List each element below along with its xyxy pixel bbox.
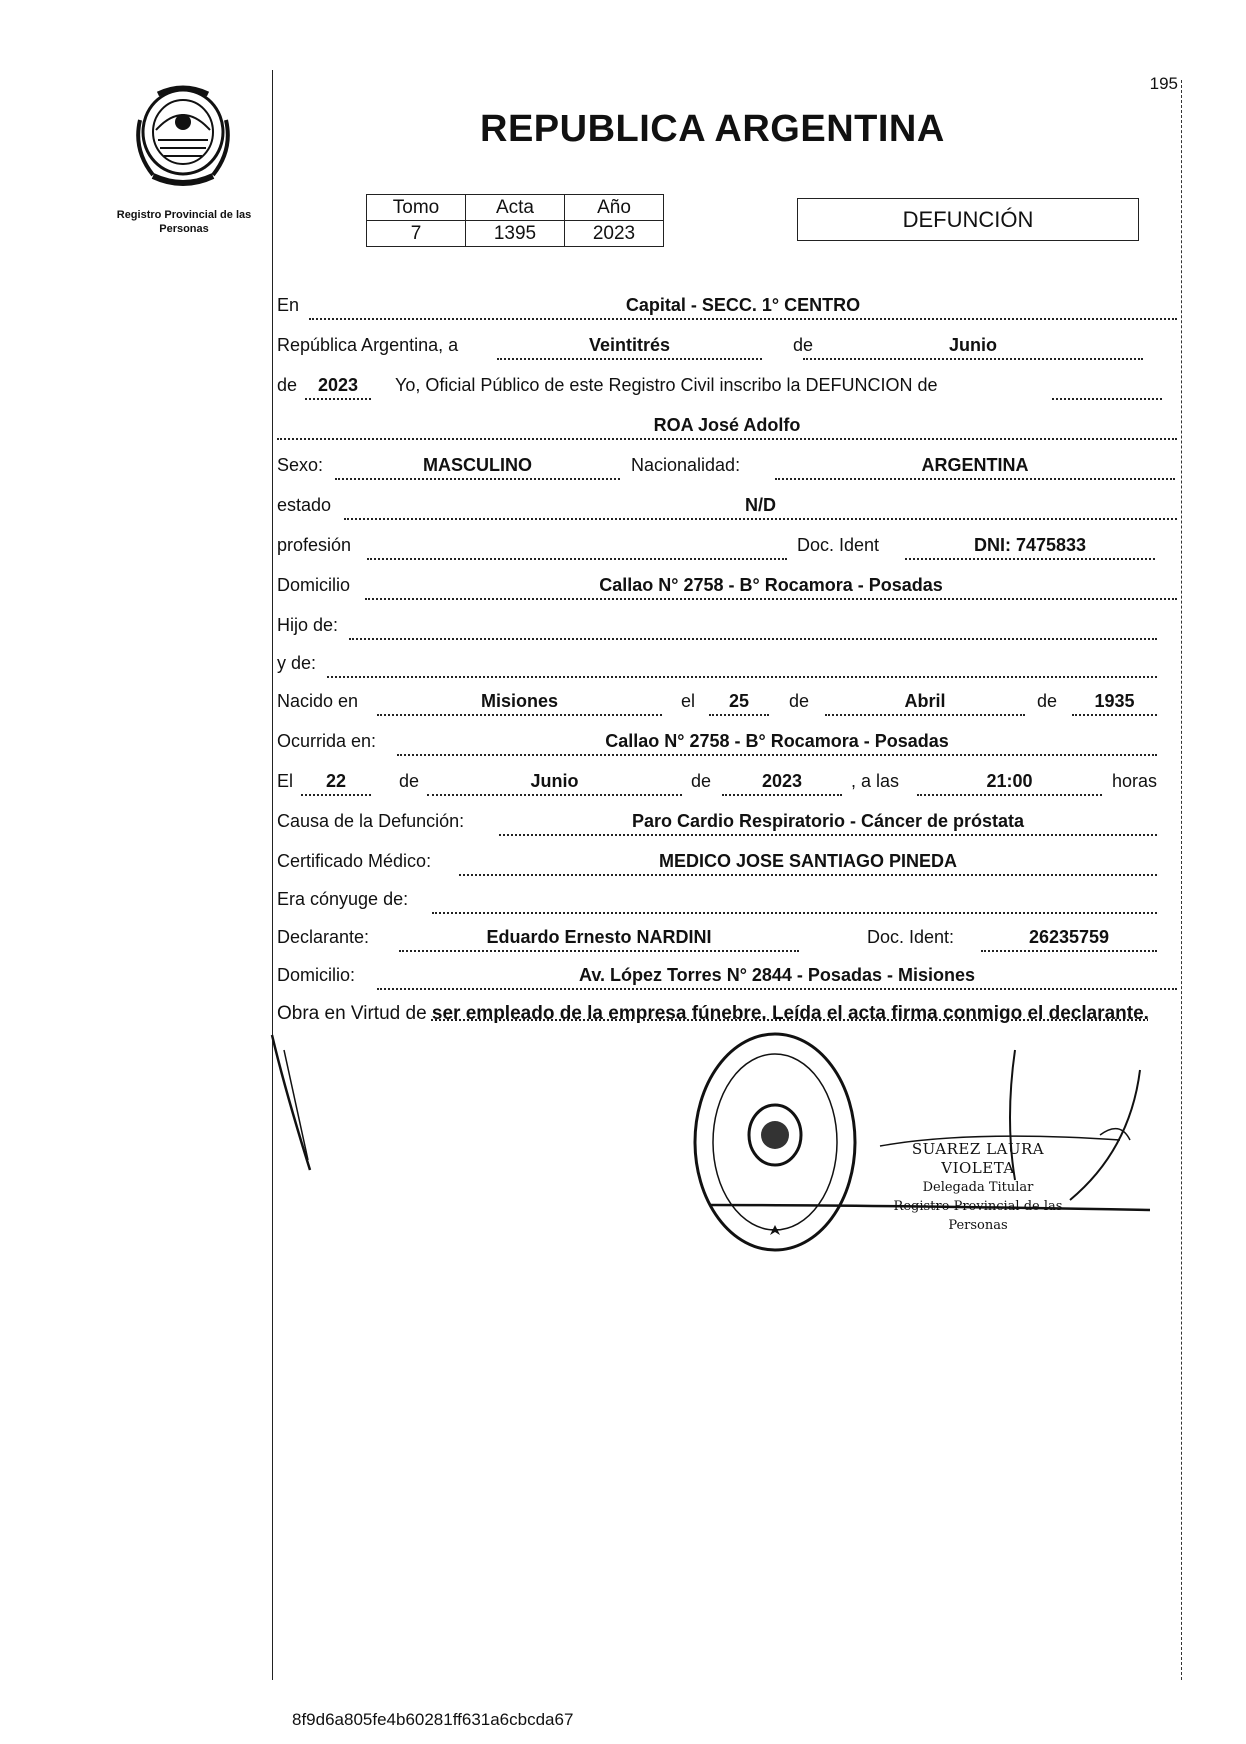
el2-label: El xyxy=(277,771,294,791)
nacionalidad-value: ARGENTINA xyxy=(775,452,1175,480)
doc-label: Doc. Ident xyxy=(797,535,880,555)
nacido-dia: 25 xyxy=(709,688,769,716)
register-header-anio: Año xyxy=(565,195,664,221)
register-value-anio: 2023 xyxy=(565,221,664,247)
declarante-value: Eduardo Ernesto NARDINI xyxy=(399,924,799,952)
profesion-value xyxy=(367,532,787,560)
registry-caption: Registro Provincial de las Personas xyxy=(116,209,252,235)
conyuge-value xyxy=(432,886,1157,914)
nacido-anio: 1935 xyxy=(1072,688,1157,716)
form-row-estado xyxy=(277,492,1177,518)
nacionalidad-label: Nacionalidad: xyxy=(631,455,741,475)
def-anio: 2023 xyxy=(722,768,842,796)
yo-trailing-line xyxy=(1052,372,1162,400)
domicilio-value: Callao N° 2758 - B° Rocamora - Posadas xyxy=(365,572,1177,600)
yde-label: y de: xyxy=(277,653,317,673)
en-value: Capital - SECC. 1° CENTRO xyxy=(309,292,1177,320)
page-title: REPUBLICA ARGENTINA xyxy=(480,108,945,150)
estado-value: N/D xyxy=(344,492,1177,520)
causa-value: Paro Cardio Respiratorio - Cáncer de próstata xyxy=(499,808,1157,836)
form-row-nacido xyxy=(277,688,1177,714)
register-value-tomo: 7 xyxy=(367,221,466,247)
causa-label: Causa de la Defunción: xyxy=(277,811,465,831)
dia-value: Veintitrés xyxy=(497,332,762,360)
de1-label: de xyxy=(792,335,814,355)
de6-label: de xyxy=(691,771,712,791)
domicilio-label: Domicilio xyxy=(277,575,351,595)
def-hora: 21:00 xyxy=(917,768,1102,796)
certificado-value: MEDICO JOSE SANTIAGO PINEDA xyxy=(459,848,1157,876)
nombre-value: ROA José Adolfo xyxy=(277,412,1177,440)
doc2-label: Doc. Ident: xyxy=(867,927,955,947)
form-row-conyuge xyxy=(277,886,1177,912)
estado-label: estado xyxy=(277,495,332,515)
signature-role: Delegada Titular xyxy=(922,1180,1034,1195)
de2-label: de xyxy=(277,375,298,395)
mes-value: Junio xyxy=(803,332,1143,360)
document-hash: 8f9d6a805fe4b60281ff631a6cbcda67 xyxy=(292,1710,574,1729)
nacido-lugar: Misiones xyxy=(377,688,662,716)
nacido-label: Nacido en xyxy=(277,691,359,711)
en-label: En xyxy=(277,295,300,315)
doc-value: DNI: 7475833 xyxy=(905,532,1155,560)
hijo-value xyxy=(349,612,1157,640)
signature-org: Registro Provincial de las Personas xyxy=(893,1199,1063,1233)
def-dia: 22 xyxy=(301,768,371,796)
ocurrida-label: Ocurrida en: xyxy=(277,731,377,751)
record-type-box: DEFUNCIÓN xyxy=(797,198,1139,241)
republica-label: República Argentina, a xyxy=(277,335,459,355)
register-table xyxy=(366,194,664,247)
nacido-mes: Abril xyxy=(825,688,1025,716)
sexo-label: Sexo: xyxy=(277,455,324,475)
closing-prefix: Obra en Virtud de xyxy=(277,1003,427,1024)
ocurrida-value: Callao N° 2758 - B° Rocamora - Posadas xyxy=(397,728,1157,756)
register-header-tomo: Tomo xyxy=(367,195,466,221)
signature-name: SUAREZ LAURA VIOLETA xyxy=(911,1140,1045,1177)
form-row-nombre xyxy=(277,412,1177,438)
yo-text: Yo, Oficial Público de este Registro Civil inscribo la DEFUNCION de xyxy=(395,375,938,395)
profesion-label: profesión xyxy=(277,535,352,555)
register-header-acta: Acta xyxy=(466,195,565,221)
de4-label: de xyxy=(1037,691,1058,711)
signature-block xyxy=(878,1140,1078,1235)
closing-paragraph xyxy=(277,1000,1177,1028)
form-row-domicilio xyxy=(277,572,1177,598)
form-row-causa xyxy=(277,808,1177,834)
left-margin-rule xyxy=(272,70,273,1680)
yde-value xyxy=(327,650,1157,678)
domicilio2-value: Av. López Torres N° 2844 - Posadas - Misiones xyxy=(377,962,1177,990)
form-row-certificado xyxy=(277,848,1177,874)
registry-stamp-icon xyxy=(690,1030,860,1255)
form-row-fecha xyxy=(277,332,1177,358)
form-row-fecha-defuncion xyxy=(277,768,1177,794)
doc2-value: 26235759 xyxy=(981,924,1157,952)
horas-label: horas xyxy=(1112,771,1158,791)
form-row-yde xyxy=(277,650,1177,676)
certificado-label: Certificado Médico: xyxy=(277,851,432,871)
right-margin-rule xyxy=(1181,80,1182,1680)
de3-label: de xyxy=(789,691,810,711)
misiones-provincial-seal-icon xyxy=(128,80,238,192)
register-value-acta: 1395 xyxy=(466,221,565,247)
anio-value: 2023 xyxy=(305,372,371,400)
form-row-en xyxy=(277,292,1177,318)
hijo-label: Hijo de: xyxy=(277,615,339,635)
form-row-yo xyxy=(277,372,1177,398)
def-mes: Junio xyxy=(427,768,682,796)
declarante-label: Declarante: xyxy=(277,927,370,947)
el-label: el xyxy=(681,691,696,711)
form-row-sexo xyxy=(277,452,1177,478)
conyuge-label: Era cónyuge de: xyxy=(277,889,409,909)
alas-label: , a las xyxy=(851,771,900,791)
page-number: 195 xyxy=(1149,74,1178,93)
de5-label: de xyxy=(399,771,420,791)
sexo-value: MASCULINO xyxy=(335,452,620,480)
form-row-declarante xyxy=(277,924,1177,950)
form-row-hijo xyxy=(277,612,1177,638)
form-row-profesion xyxy=(277,532,1177,558)
domicilio2-label: Domicilio: xyxy=(277,965,356,985)
form-row-ocurrida xyxy=(277,728,1177,754)
closing-underlined: ser empleado de la empresa fúnebre. Leída el acta firma conmigo el declarante. xyxy=(431,1003,1149,1024)
form-row-domicilio2 xyxy=(277,962,1177,988)
